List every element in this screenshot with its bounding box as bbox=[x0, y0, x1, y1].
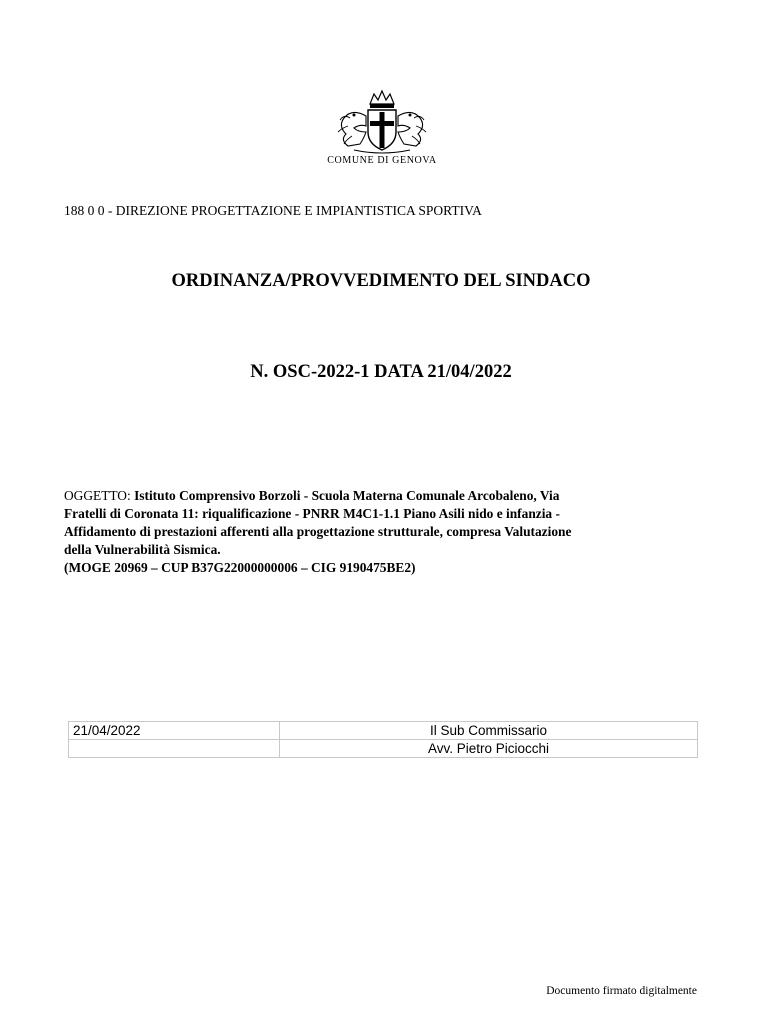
signature-row-1 bbox=[69, 722, 698, 740]
signature-date: 21/04/2022 bbox=[69, 722, 280, 740]
subject-label: OGGETTO: bbox=[64, 488, 131, 503]
signature-table bbox=[68, 721, 698, 758]
signature-row-2 bbox=[69, 740, 698, 758]
logo-caption: COMUNE DI GENOVA bbox=[327, 155, 437, 166]
signature-name: Avv. Pietro Piciocchi bbox=[280, 740, 698, 758]
document-title: ORDINANZA/PROVVEDIMENTO DEL SINDACO bbox=[171, 271, 591, 291]
signature-role: Il Sub Commissario bbox=[280, 722, 698, 740]
subject-line-2: Fratelli di Coronata 11: riqualificazione - PNRR M4C1-1.1 Piano Asili nido e infanzia - bbox=[64, 506, 560, 521]
subject-line-3: Affidamento di prestazioni afferenti alla progettazione strutturale, compresa Valutazione bbox=[64, 524, 572, 539]
subject-line-4: della Vulnerabilità Sismica. bbox=[64, 542, 221, 557]
digital-signature-note: Documento firmato digitalmente bbox=[546, 985, 697, 997]
signature-empty-cell bbox=[69, 740, 280, 758]
coat-of-arms-icon bbox=[330, 88, 434, 154]
department-line: 188 0 0 - DIREZIONE PROGETTAZIONE E IMPIANTISTICA SPORTIVA bbox=[64, 203, 482, 218]
document-number: N. OSC-2022-1 DATA 21/04/2022 bbox=[250, 362, 512, 382]
subject-line-1: Istituto Comprensivo Borzoli - Scuola Materna Comunale Arcobaleno, Via bbox=[134, 488, 560, 503]
coat-of-arms-logo bbox=[330, 88, 434, 154]
subject-line-5: (MOGE 20969 – CUP B37G22000000006 – CIG 9190475BE2) bbox=[64, 560, 416, 575]
subject-block bbox=[64, 487, 674, 577]
